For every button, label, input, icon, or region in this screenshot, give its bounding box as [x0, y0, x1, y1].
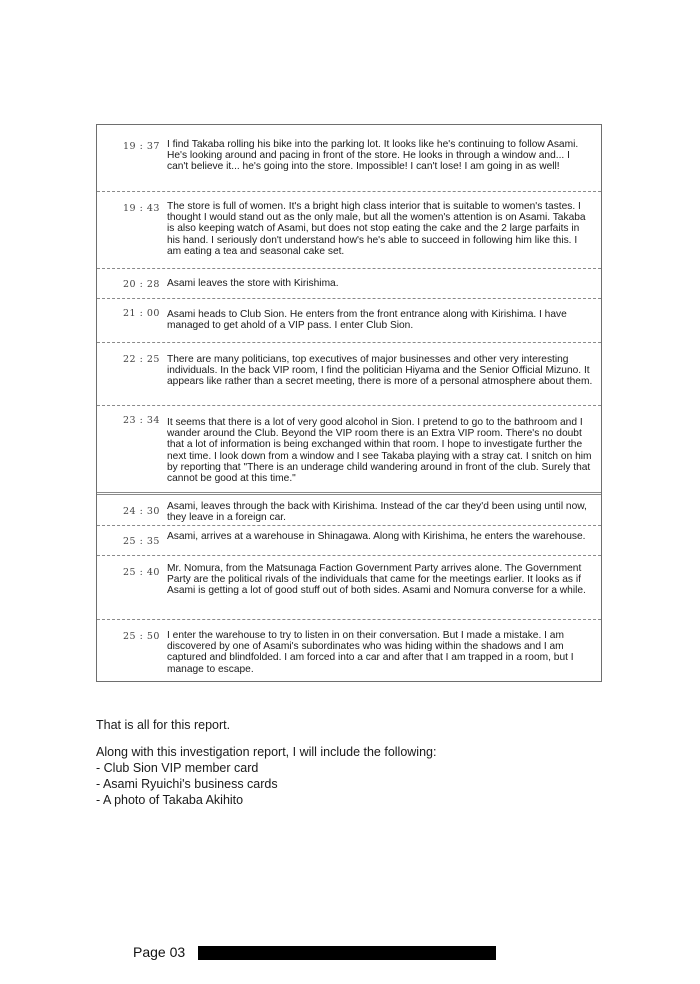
log-time: 21 : 00 — [123, 308, 160, 319]
attachment-item: - Club Sion VIP member card — [96, 761, 259, 775]
log-text: I enter the warehouse to try to listen in on their conversation. But I made a mistake. I am discovered by one of Asami's subordinates who was hiding within the shadows and I am captured and blindfolded. I am forced into a car and after that I am trapped in a room, but I manage to escape. — [167, 630, 574, 675]
redaction-bar — [198, 946, 496, 960]
log-time: 20 : 28 — [123, 279, 160, 290]
log-text: It seems that there is a lot of very good alcohol in Sion. I pretend to go to the bathroom and I wander around the Club. Beyond the VIP room there is an Extra VIP room. There's no doubt that a lot of information is being exchanged within that room. I hope to investigate further the next time. I look down from a window and I see Takaba playing with a stray cat. I snitch on him by reporting that "There is an underage child wandering around in front of the club. Surely that cannot be good at this time." — [167, 417, 592, 485]
row-divider — [97, 298, 601, 299]
row-divider — [97, 191, 601, 192]
log-time: 23 : 34 — [123, 415, 160, 426]
log-time: 19 : 43 — [123, 203, 160, 214]
attachments-list — [96, 760, 278, 808]
log-text: Mr. Nomura, from the Matsunaga Faction Government Party arrives alone. The Government Party are the political rivals of the individuals that came for the meetings earlier. It looks as if Asami is getting a lot of good stuff out of both sides. Asami and Nomura converse for a while. — [167, 563, 586, 597]
row-divider — [97, 619, 601, 620]
log-time: 25 : 40 — [123, 567, 160, 578]
log-time: 24 : 30 — [123, 506, 160, 517]
log-text: There are many politicians, top executives of major businesses and other very interesting individuals. In the back VIP room, I find the politician Hiyama and the Senior Official Mizuno. It appears like rather than a secret meeting, there is more of a personal atmosphere about them. — [167, 354, 593, 388]
log-time: 22 : 25 — [123, 354, 160, 365]
row-divider — [97, 525, 601, 526]
log-time: 25 : 35 — [123, 536, 160, 547]
attachment-item: - A photo of Takaba Akihito — [96, 793, 244, 807]
log-text: I find Takaba rolling his bike into the parking lot. It looks like he's continuing to follow Asami. He's looking around and pacing in front of the store. He looks in through a window and... I can't believe it... he's going into the store. Impossible! I can't lose! I am going in as well! — [167, 139, 579, 173]
attachments-intro: Along with this investigation report, I will include the following: — [96, 745, 437, 759]
row-divider — [97, 555, 601, 556]
row-divider-double — [97, 492, 601, 495]
log-text: The store is full of women. It's a bright high class interior that is suitable to women's tastes. I thought I would stand out as the only male, but all the women's attention is on Asami. Takaba is also keeping watch of Asami, but does not stop eating the cake and the 2 large parfaits in his hand. I seriously don't understand how's he's able to succeed in following him like this. I am eating a tea and seasonal cake set. — [167, 201, 586, 257]
row-divider — [97, 268, 601, 269]
log-text: Asami heads to Club Sion. He enters from the front entrance along with Kirishima. I have managed to get ahold of a VIP pass. I enter Club Sion. — [167, 309, 567, 332]
row-divider — [97, 342, 601, 343]
log-time: 19 : 37 — [123, 141, 160, 152]
report-closing-line: That is all for this report. — [96, 718, 231, 732]
log-text: Asami leaves the store with Kirishima. — [167, 278, 339, 289]
log-text: Asami, arrives at a warehouse in Shinagawa. Along with Kirishima, he enters the warehouse. — [167, 531, 586, 542]
log-time: 25 : 50 — [123, 631, 160, 642]
page-number: Page 03 — [133, 944, 186, 960]
investigation-log-table — [96, 124, 602, 682]
attachment-item: - Asami Ryuichi's business cards — [96, 777, 278, 791]
row-divider — [97, 405, 601, 406]
log-text: Asami, leaves through the back with Kirishima. Instead of the car they'd been using until now, they leave in a foreign car. — [167, 501, 587, 524]
